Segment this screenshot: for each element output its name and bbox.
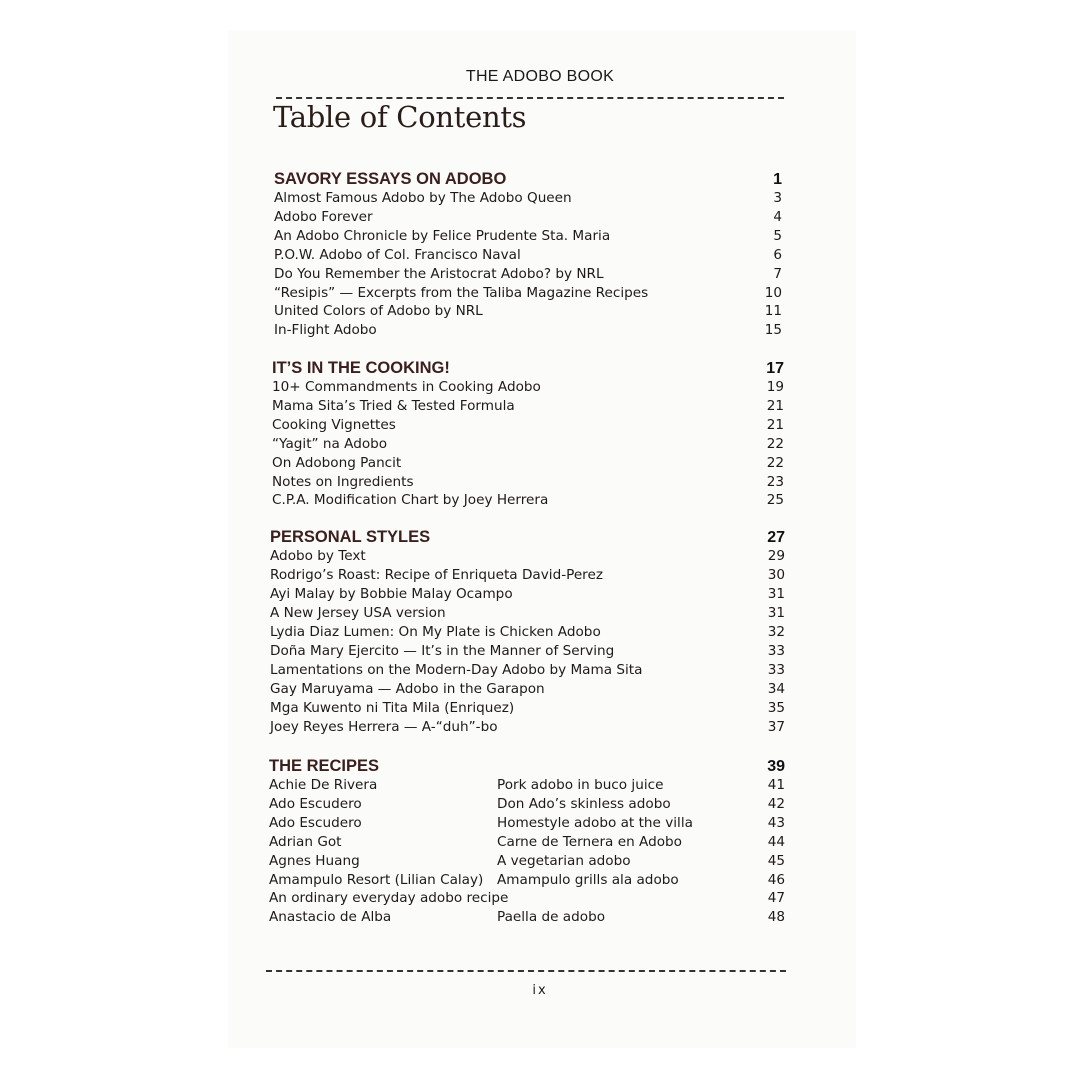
entry-title: Doña Mary Ejercito — It’s in the Manner of Serving: [270, 643, 615, 659]
entry-recipe: Paella de adobo: [497, 909, 606, 926]
entry-page-number: 37: [767, 719, 785, 735]
entry-page-number: 25: [766, 492, 784, 509]
entry-page-number: 22: [766, 435, 784, 452]
entry-page-number: 34: [767, 681, 785, 697]
entry-title: “Yagit” na Adobo: [272, 435, 388, 452]
entry-page-number: 5: [773, 227, 782, 244]
entry-page-number: 42: [767, 795, 785, 812]
section-title: IT’S IN THE COOKING!: [272, 359, 450, 377]
section-title: THE RECIPES: [269, 757, 380, 775]
toc-entry: [269, 795, 785, 814]
entry-recipe: Carne de Ternera en Adobo: [497, 833, 682, 850]
section-heading: [270, 528, 785, 547]
entry-recipe: Pork adobo in buco juice: [497, 777, 664, 793]
toc-title: Table of Contents: [273, 100, 527, 134]
entry-title: Mga Kuwento ni Tita Mila (Enriquez): [270, 700, 515, 716]
entry-page-number: 21: [766, 397, 784, 414]
toc-entry: [270, 566, 785, 585]
entry-page-number: 35: [767, 700, 785, 716]
entry-page-number: 47: [767, 890, 785, 907]
toc-entry: [272, 416, 784, 435]
entry-title: Adobo by Text: [270, 548, 366, 564]
entry-title: In-Flight Adobo: [274, 322, 377, 339]
entry-page-number: 45: [767, 852, 785, 869]
entry-title: Gay Maruyama — Adobo in the Garapon: [270, 681, 545, 697]
entry-page-number: 29: [767, 548, 785, 564]
entry-page-number: 10: [764, 284, 782, 301]
section-heading: [269, 757, 785, 776]
toc-entry: [274, 246, 782, 265]
entry-title: On Adobong Pancit: [272, 454, 402, 471]
entry-title: Achie De Rivera: [269, 777, 378, 793]
section-page-number: 27: [767, 529, 785, 546]
toc-entry: [270, 661, 785, 680]
entry-page-number: 32: [767, 624, 785, 640]
entry-page-number: 22: [766, 454, 784, 471]
entry-title: Ado Escudero: [269, 814, 362, 831]
entry-title: Almost Famous Adobo by The Adobo Queen: [274, 190, 572, 206]
entry-title: An ordinary everyday adobo recipe: [269, 890, 509, 907]
toc-entry: [270, 585, 785, 604]
section-heading: [274, 170, 782, 189]
section-page-number: 1: [773, 171, 782, 188]
entry-title: 10+ Commandments in Cooking Adobo: [272, 379, 541, 395]
entry-title: Lamentations on the Modern-Day Adobo by Mama Sita: [270, 662, 643, 678]
toc-entry: [270, 642, 785, 661]
entry-title: Adobo Forever: [274, 208, 373, 225]
top-dashed-rule: [276, 97, 784, 99]
entry-page-number: 23: [766, 473, 784, 490]
entry-page-number: 31: [767, 605, 785, 621]
toc-entry: [269, 776, 785, 795]
entry-page-number: 33: [767, 662, 785, 678]
entry-page-number: 33: [767, 643, 785, 659]
toc-entry: [272, 378, 784, 397]
entry-page-number: 41: [767, 777, 785, 793]
entry-title: Do You Remember the Aristocrat Adobo? by NRL: [274, 265, 604, 282]
entry-title: Rodrigo’s Roast: Recipe of Enriqueta David-Perez: [270, 567, 603, 583]
entry-page-number: 31: [767, 586, 785, 602]
entry-title: Ado Escudero: [269, 795, 362, 812]
entry-title: Amampulo Resort (Lilian Calay): [269, 871, 484, 888]
toc-entry: [274, 227, 782, 246]
toc-entry: [270, 623, 785, 642]
entry-title: Mama Sita’s Tried & Tested Formula: [272, 397, 515, 414]
toc-entry: [274, 208, 782, 227]
toc-entry: [269, 871, 785, 890]
toc-entry: [272, 397, 784, 416]
toc-entry: [269, 889, 785, 908]
toc-entry: [274, 189, 782, 208]
entry-recipe: A vegetarian adobo: [497, 852, 631, 869]
toc-entry: [272, 435, 784, 454]
entry-page-number: 6: [773, 246, 782, 263]
entry-title: C.P.A. Modification Chart by Joey Herrera: [272, 492, 549, 509]
entry-recipe: Homestyle adobo at the villa: [497, 814, 693, 831]
entry-title: “Resipis” — Excerpts from the Taliba Magazine Recipes: [274, 284, 649, 301]
entry-title: An Adobo Chronicle by Felice Prudente Sta. Maria: [274, 227, 611, 244]
entry-title: Cooking Vignettes: [272, 416, 396, 433]
entry-title: Agnes Huang: [269, 852, 360, 869]
toc-entry: [270, 604, 785, 623]
section-page-number: 17: [766, 360, 784, 377]
toc-entry: [274, 265, 782, 284]
entry-page-number: 7: [773, 265, 782, 282]
toc-entry: [270, 699, 785, 718]
toc-entry: [270, 718, 785, 737]
entry-page-number: 44: [767, 833, 785, 850]
toc-entry: [274, 321, 782, 340]
entry-page-number: 15: [764, 322, 782, 339]
entry-recipe: Amampulo grills ala adobo: [497, 871, 679, 888]
entry-page-number: 48: [767, 909, 785, 926]
page-folio: ix: [532, 983, 548, 998]
entry-title: United Colors of Adobo by NRL: [274, 303, 483, 320]
bottom-dashed-rule: [266, 970, 786, 972]
section-title: PERSONAL STYLES: [270, 528, 431, 546]
entry-title: Notes on Ingredients: [272, 473, 414, 490]
toc-entry: [269, 814, 785, 833]
entry-page-number: 3: [773, 190, 782, 206]
entry-page-number: 19: [766, 379, 784, 395]
toc-entry: [269, 908, 785, 927]
toc-entry: [269, 852, 785, 871]
entry-page-number: 21: [766, 416, 784, 433]
toc-entry: [269, 833, 785, 852]
toc-entry: [272, 491, 784, 510]
section-title: SAVORY ESSAYS ON ADOBO: [274, 170, 507, 188]
entry-page-number: 30: [767, 567, 785, 583]
entry-page-number: 4: [773, 208, 782, 225]
toc-entry: [270, 680, 785, 699]
entry-title: Lydia Diaz Lumen: On My Plate is Chicken Adobo: [270, 624, 601, 640]
entry-title: Joey Reyes Herrera — A-“duh”-bo: [270, 719, 498, 735]
entry-recipe: Don Ado’s skinless adobo: [497, 795, 671, 812]
toc-entry: [270, 547, 785, 566]
toc-entry: [274, 284, 782, 303]
entry-title: A New Jersey USA version: [270, 605, 446, 621]
entry-title: Anastacio de Alba: [269, 909, 392, 926]
toc-entry: [272, 454, 784, 473]
section-heading: [272, 359, 784, 378]
entry-page-number: 43: [767, 814, 785, 831]
entry-title: P.O.W. Adobo of Col. Francisco Naval: [274, 246, 521, 263]
running-head: THE ADOBO BOOK: [465, 68, 615, 85]
entry-title: Adrian Got: [269, 833, 342, 850]
section-page-number: 39: [767, 758, 785, 775]
toc-entry: [272, 473, 784, 492]
entry-page-number: 11: [764, 303, 782, 320]
entry-title: Ayi Malay by Bobbie Malay Ocampo: [270, 586, 513, 602]
entry-page-number: 46: [767, 871, 785, 888]
toc-entry: [274, 302, 782, 321]
